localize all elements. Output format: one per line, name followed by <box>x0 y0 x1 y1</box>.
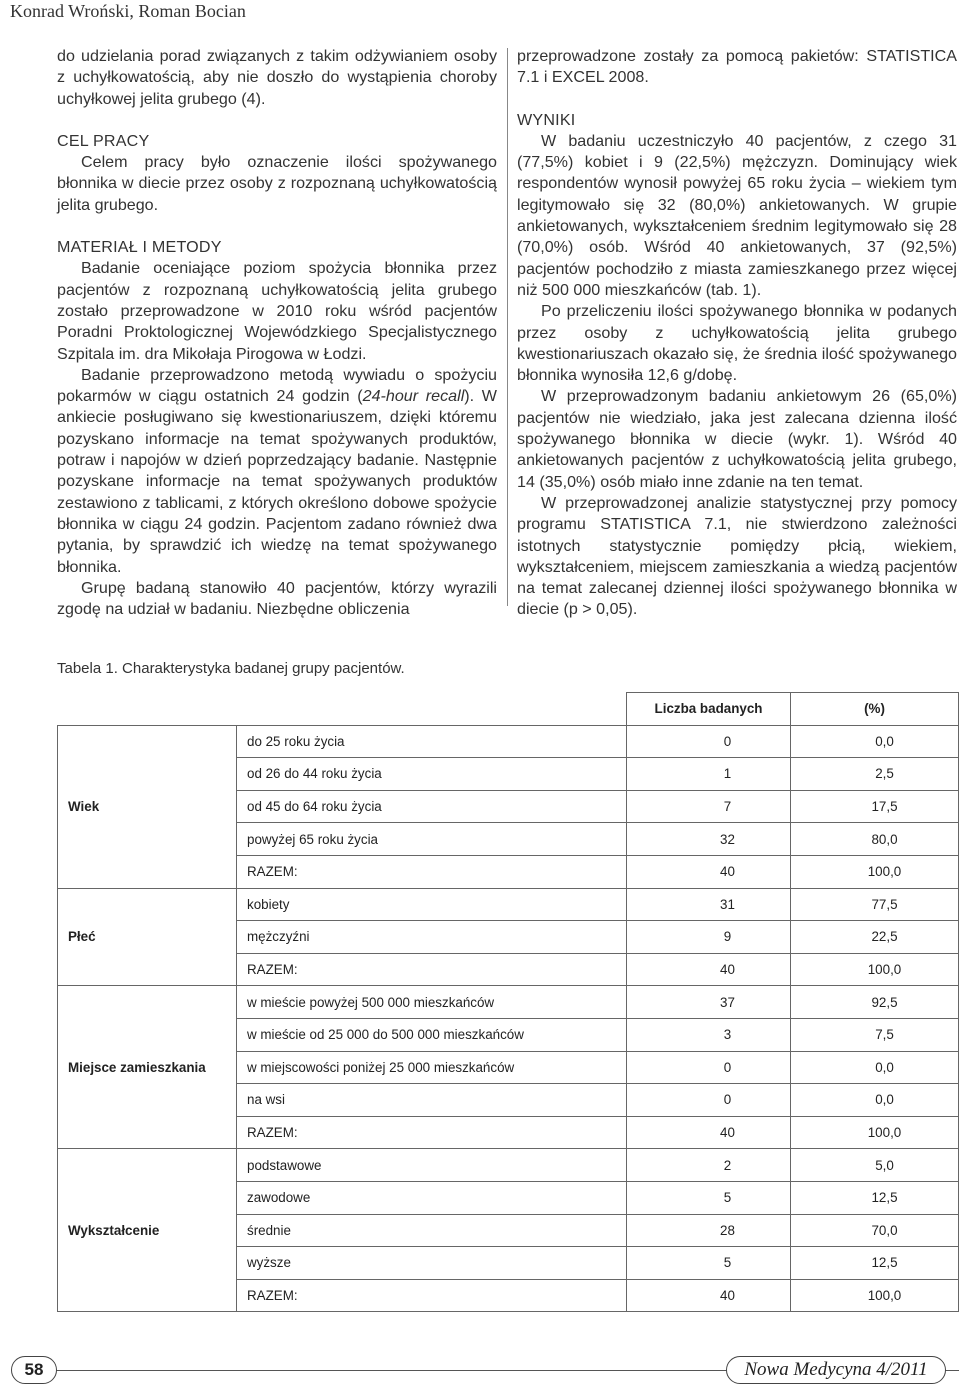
table-row <box>58 888 959 921</box>
count-cell: 40 <box>627 1279 791 1312</box>
results-heading: WYNIKI <box>517 110 576 129</box>
percent-cell: 80,0 <box>791 823 959 856</box>
percent-cell: 0,0 <box>791 1051 959 1084</box>
percent-cell: 12,5 <box>791 1247 959 1280</box>
count-cell: 0 <box>627 725 791 758</box>
count-cell: 37 <box>627 986 791 1019</box>
description-cell: średnie <box>237 1214 627 1247</box>
percent-cell: 0,0 <box>791 725 959 758</box>
percent-cell: 7,5 <box>791 1018 959 1051</box>
description-cell: w mieście od 25 000 do 500 000 mieszkańców <box>237 1018 627 1051</box>
patient-characteristics-table <box>57 692 959 1312</box>
description-cell: mężczyźni <box>237 921 627 954</box>
intro-paragraph: do udzielania porad związanych z takim odżywianiem osoby z uchyłkowatością, aby nie doszło do wystąpienia choroby uchyłkowej jelita grubego (4). <box>57 47 497 108</box>
description-cell: wyższe <box>237 1247 627 1280</box>
header-blank-cell <box>58 693 627 726</box>
description-cell: w miejscowości poniżej 25 000 mieszkańców <box>237 1051 627 1084</box>
percent-cell: 0,0 <box>791 1084 959 1117</box>
description-cell: RAZEM: <box>237 1279 627 1312</box>
aim-heading: CEL PRACY <box>57 131 150 150</box>
percent-cell: 77,5 <box>791 888 959 921</box>
count-cell: 40 <box>627 855 791 888</box>
description-cell: zawodowe <box>237 1181 627 1214</box>
count-cell: 9 <box>627 921 791 954</box>
methods-paragraph-2 <box>57 365 497 578</box>
methods-p2-part-a: Badanie przeprowadzono metodą wywiadu o spożyciu pokarmów w ciągu ostatnich 24 godzin ( <box>57 365 497 406</box>
percent-cell: 100,0 <box>791 1279 959 1312</box>
table-row <box>58 725 959 758</box>
percent-cell: 2,5 <box>791 758 959 791</box>
methods-paragraph-3: Grupę badaną stanowiło 40 pacjentów, którzy wyrazili zgodę na udział w badaniu. Niezbędne obliczenia <box>57 578 497 619</box>
count-cell: 3 <box>627 1018 791 1051</box>
percent-cell: 100,0 <box>791 953 959 986</box>
percent-cell: 92,5 <box>791 986 959 1019</box>
category-cell: Miejsce zamieszkania <box>58 986 237 1149</box>
description-cell: podstawowe <box>237 1149 627 1182</box>
description-cell: w mieście powyżej 500 000 mieszkańców <box>237 986 627 1019</box>
count-cell: 7 <box>627 790 791 823</box>
continuation-paragraph: przeprowadzone zostały za pomocą pakietów: STATISTICA 7.1 i EXCEL 2008. <box>517 47 957 87</box>
description-cell: powyżej 65 roku życia <box>237 823 627 856</box>
count-cell: 0 <box>627 1084 791 1117</box>
count-cell: 32 <box>627 823 791 856</box>
count-cell: 28 <box>627 1214 791 1247</box>
methods-p2-part-b: ). W ankiecie posługiwano się kwestionariuszem, dzięki któremu pozyskano informacje na temat spożywanych produktów, potraw i napojów w dzień poprzedzający badanie. Następnie pozyskane informacje na temat spożywanych produktów zestawiono z tablicami, z których określono dobowe spożycie błonnika w ciągu 24 godzin. Pacjentom zadano również dwa pytania, by sprawdzić ich wiedzę na temat spożywanego błonnika. <box>57 387 498 576</box>
category-cell: Wiek <box>58 725 237 888</box>
description-cell: od 45 do 64 roku życia <box>237 790 627 823</box>
methods-paragraph-1: Badanie oceniające poziom spożycia błonnika przez pacjentów z rozpoznaną uchyłkowatością jelita grubego zostało przeprowadzone w 2010 roku wśród pacjentów Poradni Proktologicznej Wojewódzkiego Specjalistycznego Szpitala im. dra Mikołaja Pirogowa w Łodzi. <box>57 259 497 363</box>
category-cell: Płeć <box>58 888 237 986</box>
category-cell: Wykształcenie <box>58 1149 237 1312</box>
results-paragraph-1: W badaniu uczestniczyło 40 pacjentów, z czego 31 (77,5%) kobiet i 9 (22,5%) mężczyzn. Dominujący wiek respondentów wynosił powyżej 65 roku życia – wiekiem tym legitymowało się 32 (80,0%) ankietowanych. W grupie ankietowanych, wykształceniem średnim legitymowało się 28 (70,0%) osób. Wśród 40 ankietowanych, 37 (92,5%) pacjentów pochodziło z miasta zamieszkanego przez więcej niż 500 000 mieszkańców (tab. 1). <box>517 131 957 299</box>
results-paragraph-2: Po przeliczeniu ilości spożywanego błonnika w podanych przez osoby z uchyłkowatością jelita grubego kwestionariuszach okazało się, że średnia ilość spożywanego błonnika wynosiła 12,6 g/dobę. <box>517 302 957 385</box>
table-caption: Tabela 1. Charakterystyka badanej grupy pacjentów. <box>57 660 405 677</box>
count-cell: 5 <box>627 1247 791 1280</box>
percent-cell: 5,0 <box>791 1149 959 1182</box>
description-cell: na wsi <box>237 1084 627 1117</box>
header-count: Liczba badanych <box>627 693 791 726</box>
right-column <box>517 46 957 621</box>
results-paragraph-4: W przeprowadzonej analizie statystycznej przy pomocy programu STATISTICA 7.1, nie stwierdzono zależności istotnych statystycznie pomiędzy płcią, wiekiem, wykształceniem, miejscem zamieszkania a wiedzą pacjentów na temat zalecanej dziennej ilości spożywanego błonnika w diecie (p > 0,05). <box>517 493 957 619</box>
description-cell: kobiety <box>237 888 627 921</box>
count-cell: 40 <box>627 953 791 986</box>
aim-paragraph: Celem pracy było oznaczenie ilości spożywanego błonnika w diecie przez osoby z rozpoznaną uchyłkowatością jelita grubego. <box>57 153 497 214</box>
description-cell: RAZEM: <box>237 855 627 888</box>
percent-cell: 100,0 <box>791 855 959 888</box>
percent-cell: 70,0 <box>791 1214 959 1247</box>
journal-name: Nowa Medycyna 4/2011 <box>726 1356 946 1384</box>
description-cell: od 26 do 44 roku życia <box>237 758 627 791</box>
percent-cell: 100,0 <box>791 1116 959 1149</box>
header-percent: (%) <box>791 693 959 726</box>
count-cell: 1 <box>627 758 791 791</box>
table-row <box>58 986 959 1019</box>
results-paragraph-3: W przeprowadzonym badaniu ankietowym 26 (65,0%) pacjentów nie wiedziało, jaka jest zalecana dzienna ilość spożywanego błonnika w diecie (wykr. 1). Wśród 40 ankietowanych pacjentów z uchyłkowatością jelita grubego, 14 (35,0%) osób miało inne zdanie na ten temat. <box>517 387 957 491</box>
count-cell: 40 <box>627 1116 791 1149</box>
percent-cell: 12,5 <box>791 1181 959 1214</box>
percent-cell: 22,5 <box>791 921 959 954</box>
description-cell: do 25 roku życia <box>237 725 627 758</box>
description-cell: RAZEM: <box>237 953 627 986</box>
count-cell: 31 <box>627 888 791 921</box>
table-row <box>58 1149 959 1182</box>
methods-p2-italic: 24-hour recall <box>362 387 465 406</box>
count-cell: 5 <box>627 1181 791 1214</box>
count-cell: 2 <box>627 1149 791 1182</box>
column-divider <box>507 48 508 606</box>
description-cell: RAZEM: <box>237 1116 627 1149</box>
left-column <box>57 46 497 620</box>
percent-cell: 17,5 <box>791 790 959 823</box>
running-head-authors: Konrad Wroński, Roman Bocian <box>10 1 246 21</box>
page-number: 58 <box>11 1356 57 1384</box>
table-header-row <box>58 693 959 726</box>
count-cell: 0 <box>627 1051 791 1084</box>
methods-heading: MATERIAŁ I METODY <box>57 238 222 257</box>
